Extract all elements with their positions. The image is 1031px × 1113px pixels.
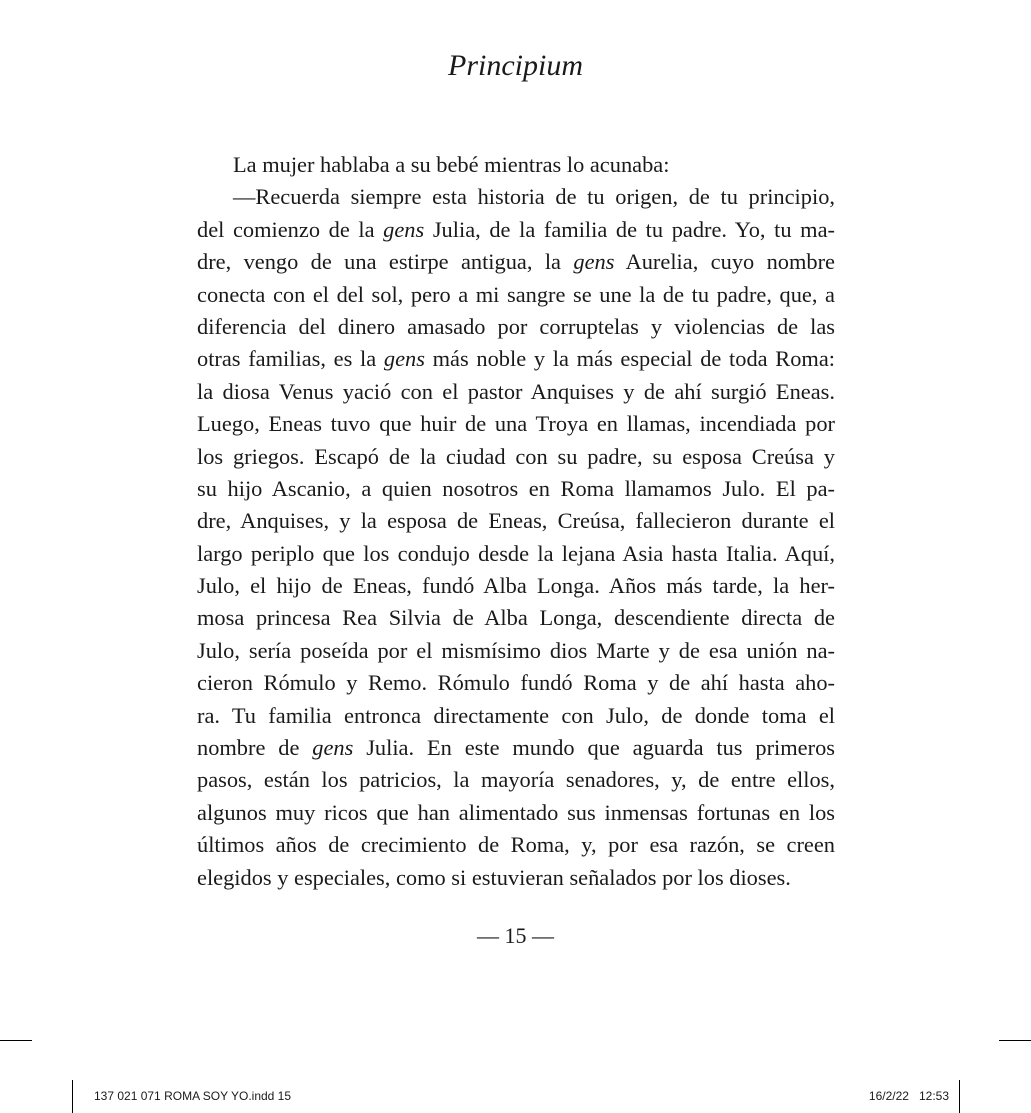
text-line — [197, 246, 835, 278]
text-line — [197, 149, 835, 181]
crop-mark-left — [0, 1040, 32, 1041]
text-segment: Luego, Eneas tuvo que huir de una Troya en llamas, incendiada por — [197, 411, 835, 437]
text-segment: ra. Tu familia entronca directamente con Julo, de donde toma el — [197, 702, 835, 728]
text-segment: Julia. En este mundo que aguarda tus primeros — [353, 735, 835, 761]
text-line — [197, 181, 835, 213]
text-line — [197, 505, 835, 537]
text-line — [197, 764, 835, 796]
text-segment: los griegos. Escapó de la ciudad con su padre, su esposa Creúsa y — [197, 443, 835, 469]
slug-time: 12:53 — [918, 1089, 949, 1103]
text-segment: La mujer hablaba a su bebé mientras lo acunaba: — [233, 152, 670, 177]
page-number: — 15 — — [477, 923, 554, 948]
text-line — [197, 732, 835, 764]
text-line — [197, 214, 835, 246]
slug-timestamp — [869, 1088, 949, 1104]
text-segment: Julo, el hijo de Eneas, fundó Alba Longa. Años más tarde, la her- — [197, 573, 835, 599]
text-line — [197, 538, 835, 570]
text-line — [197, 635, 835, 667]
text-segment: su hijo Ascanio, a quien nosotros en Roma llamamos Julo. El pa- — [197, 475, 835, 501]
text-line — [197, 602, 835, 634]
text-segment: —Recuerda siempre esta historia de tu origen, de tu principio, — [233, 184, 835, 210]
text-segment: largo periplo que los condujo desde la lejana Asia hasta Italia. Aquí, — [197, 540, 835, 566]
text-segment: últimos años de crecimiento de Roma, y, por esa razón, se creen — [197, 832, 835, 858]
text-line — [197, 797, 835, 829]
text-line — [197, 862, 835, 894]
text-segment: dre, Anquises, y la esposa de Eneas, Creúsa, fallecieron durante el — [197, 508, 835, 534]
text-line — [197, 279, 835, 311]
text-segment: la diosa Venus yació con el pastor Anquises y de ahí surgió Eneas. — [197, 378, 835, 404]
text-line — [197, 311, 835, 343]
italic-term: gens — [383, 216, 425, 242]
text-segment: diferencia del dinero amasado por corruptelas y violencias de las — [197, 313, 835, 339]
slug-date: 16/2/22 — [868, 1089, 909, 1103]
text-line — [197, 441, 835, 473]
crop-mark-right — [999, 1040, 1031, 1041]
text-segment: Julo, sería poseída por el mismísimo dios Marte y de esa unión na- — [197, 637, 835, 663]
text-segment: del comienzo de la — [197, 216, 384, 242]
text-segment: otras familias, es la — [197, 346, 384, 372]
text-segment: Julia, de la familia de tu padre. Yo, tu ma- — [424, 216, 835, 242]
text-segment: Aurelia, cuyo nombre — [614, 249, 835, 275]
text-segment: elegidos y especiales, como si estuvieran señalados por los dioses. — [197, 864, 791, 890]
crop-mark-bottom-right — [959, 1080, 960, 1113]
text-segment: nombre de — [197, 735, 313, 761]
text-segment: cieron Rómulo y Remo. Rómulo fundó Roma y de ahí hasta aho- — [197, 670, 835, 696]
text-segment: pasos, están los patricios, la mayoría senadores, y, de entre ellos, — [197, 767, 835, 793]
text-line — [197, 376, 835, 408]
page-title: Principium — [448, 49, 583, 82]
italic-term: gens — [383, 346, 425, 372]
text-segment: algunos muy ricos que han alimentado sus inmensas fortunas en los — [197, 799, 835, 825]
text-line — [197, 700, 835, 732]
crop-mark-bottom-left — [72, 1080, 73, 1113]
italic-term: gens — [312, 735, 354, 761]
text-line — [197, 343, 835, 375]
italic-term: gens — [573, 249, 615, 275]
text-line — [197, 408, 835, 440]
text-segment: mosa princesa Rea Silvia de Alba Longa, descendiente directa de — [197, 605, 835, 631]
slug-file-name: 137 021 071 ROMA SOY YO.indd 15 — [94, 1089, 292, 1103]
text-segment: más noble y la más especial de toda Roma: — [424, 346, 836, 372]
text-line — [197, 473, 835, 505]
text-segment: conecta con el del sol, pero a mi sangre se une la de tu padre, que, a — [197, 281, 835, 307]
text-line — [197, 570, 835, 602]
text-segment: dre, vengo de una estirpe antigua, la — [197, 249, 574, 275]
body-text — [197, 149, 835, 894]
text-line — [197, 667, 835, 699]
text-line — [197, 829, 835, 861]
